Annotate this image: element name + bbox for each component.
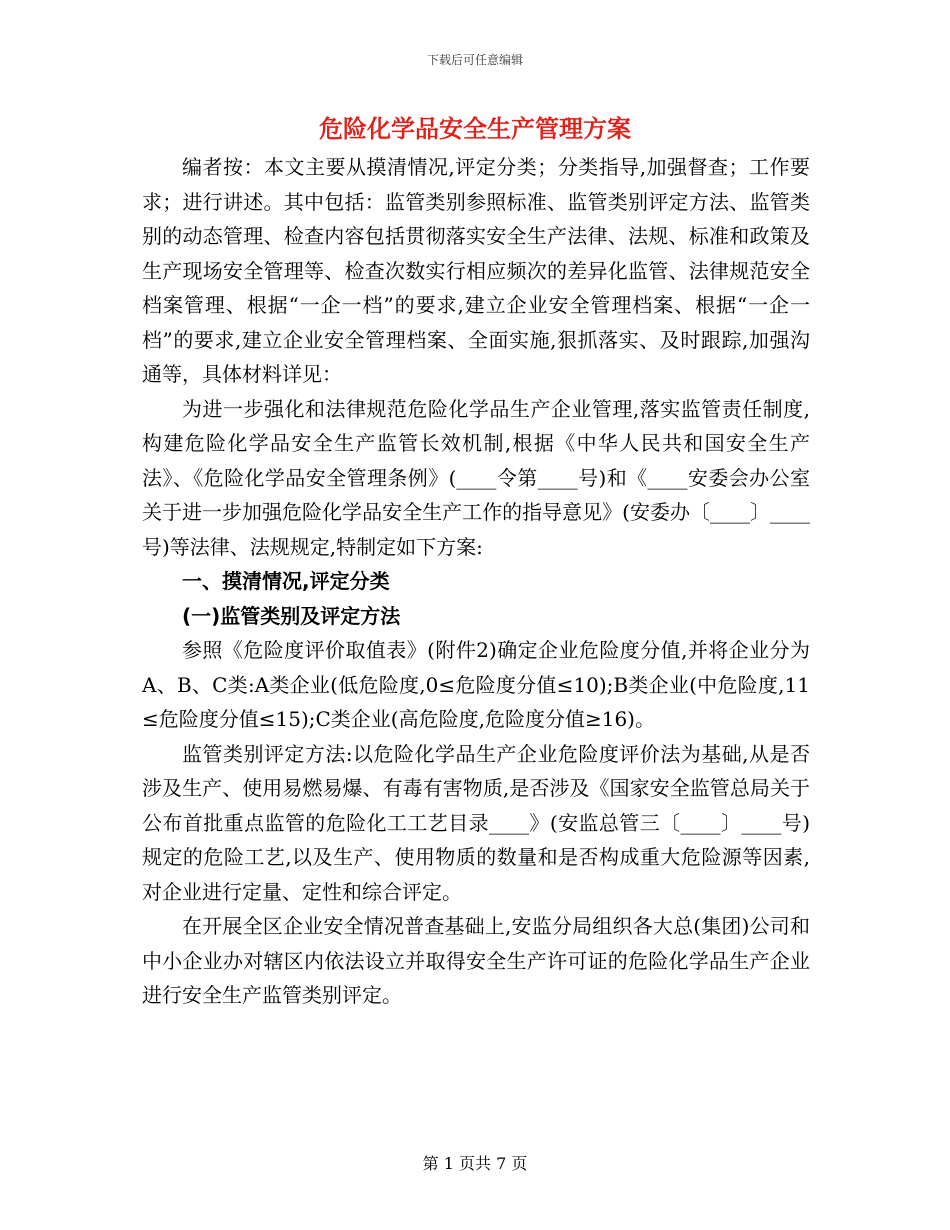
document-body xyxy=(142,150,810,1013)
evaluation-method-paragraph: 监管类别评定方法:以危险化学品生产企业危险度评价法为基础,从是否涉及生产、使用易燃易爆、有毒有害物质,是否涉及《国家安全监管总局关于公布首批重点监管的危险化工工艺目录____》(安监总管三〔____〕____号)规定的危险工艺,以及生产、使用物质的数量和是否构成重大危险源等因素,对企业进行定量、定性和综合评定。 xyxy=(142,741,810,904)
page-header-note: 下载后可任意编辑 xyxy=(426,53,523,67)
page-number: 第 1 页共 7 页 xyxy=(422,1154,528,1173)
editor-note-paragraph: 编者按：本文主要从摸清情况,评定分类；分类指导,加强督查；工作要求；进行讲述。其中包括：监管类别参照标准、监管类别评定方法、监管类别的动态管理、检查内容包括贯彻落实安全生产法律、法规、标准和政策及生产现场安全管理等、检查次数实行相应频次的差异化监管、法律规范安全档案管理、根据“一企一档”的要求,建立企业安全管理档案、根据“一企一档”的要求,建立企业安全管理档案、全面实施,狠抓落实、及时跟踪,加强沟通等，具体材料详见： xyxy=(142,155,810,386)
subsection-heading: (一)监管类别及评定方法 xyxy=(182,603,401,628)
document-title: 危险化学品安全生产管理方案 xyxy=(319,115,631,143)
section-heading: 一、摸清情况,评定分类 xyxy=(182,569,390,593)
classification-paragraph: 参照《危险度评价取值表》(附件2)确定企业危险度分值,并将企业分为A、B、C类:A类企业(低危险度,0≤危险度分值≤10);B类企业(中危险度,11≤危险度分值≤15);C类企业(高危险度,危险度分值≥16)。 xyxy=(142,638,810,731)
intro-paragraph: 为进一步强化和法律规范危险化学品生产企业管理,落实监管责任制度,构建危险化学品安全生产监管长效机制,根据《中华人民共和国安全生产法》、《危险化学品安全管理条例》(____令第____号)和《____安委会办公室关于进一步加强危险化学品安全生产工作的指导意见》(安委办〔____〕____号)等法律、法规规定,特制定如下方案: xyxy=(142,396,810,559)
survey-paragraph: 在开展全区企业安全情况普查基础上,安监分局组织各大总(集团)公司和中小企业办对辖区内依法设立并取得安全生产许可证的危险化学品生产企业进行安全生产监管类别评定。 xyxy=(142,914,810,1007)
